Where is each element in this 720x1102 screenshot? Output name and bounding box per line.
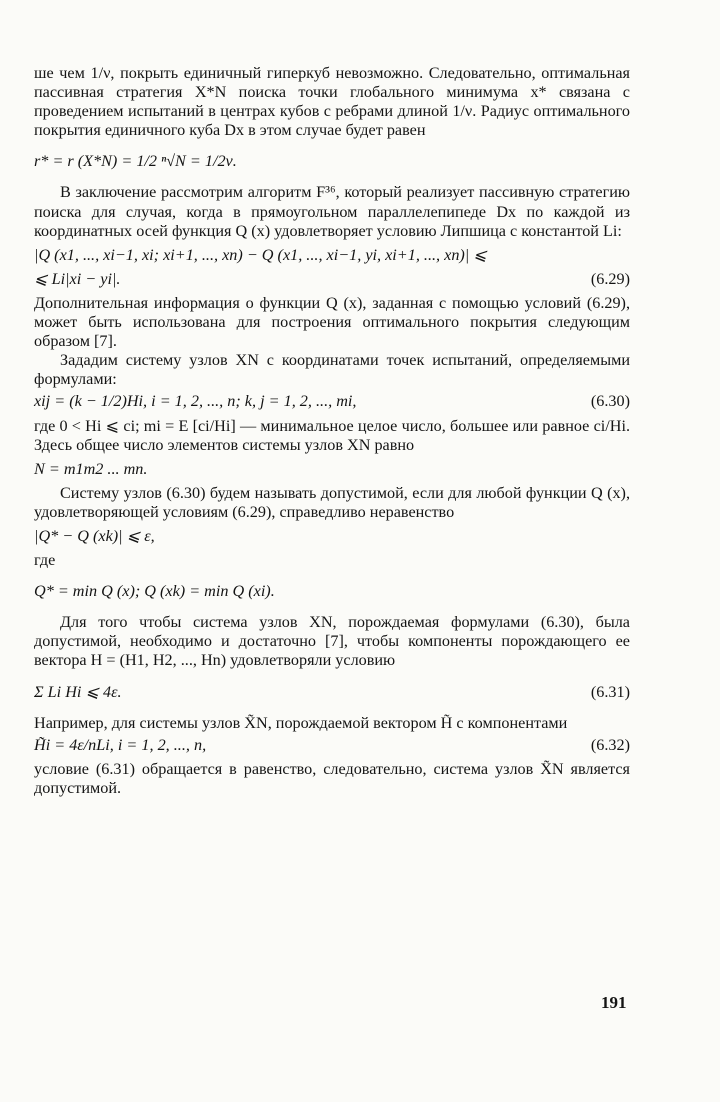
formula: |Q* − Q (xk)| ⩽ ε, — [34, 526, 155, 545]
formula-body: H̃i = 4ε/nLi, i = 1, 2, ..., n, — [34, 735, 207, 754]
paragraph: где 0 < Hi ⩽ ci; mi = E [ci/Hi] — минимальное целое число, большее или равное ci/Hi. Здесь общее число элементов системы узлов XN равно — [34, 416, 630, 454]
page-text — [34, 64, 630, 798]
equation-number: (6.32) — [590, 735, 630, 754]
paragraph: В заключение рассмотрим алгоритм F³⁶, который реализует пассивную стратегию поиска для случая, когда в прямоугольном параллелепипеде Dx по каждой из координатных осей функция Q (x) удовлетворяет условию Липшица с константой Li: — [34, 183, 630, 240]
formula-body: xij = (k − 1/2)Hi, i = 1, 2, ..., n; k, j = 1, 2, ..., mi, — [34, 392, 357, 411]
paragraph: где — [34, 551, 56, 570]
equation-number: (6.31) — [590, 682, 630, 701]
numbered-formula — [34, 683, 630, 702]
paragraph: Для того чтобы система узлов XN, порождаемая формулами (6.30), была допустимой, необходимо и достаточно [7], чтобы компоненты порождающего ее вектора H = (H1, H2, ..., Hn) удовлетворяли условию — [34, 613, 630, 670]
equation-number: (6.30) — [590, 392, 630, 411]
formula: r* = r (X*N) = 1/2 ⁿ√N = 1/2ν. — [34, 152, 237, 171]
formula: |Q (x1, ..., xi−1, xi; xi+1, ..., xn) − Q (x1, ..., xi−1, yi, xi+1, ..., xn)| ⩽ — [34, 245, 487, 264]
paragraph: Систему узлов (6.30) будем называть допустимой, если для любой функции Q (x), удовлетворяющей условиям (6.29), справедливо неравенство — [34, 483, 630, 521]
paragraph: Зададим систему узлов XN с координатами точек испытаний, определяемыми формулами: — [34, 351, 630, 389]
paragraph: Дополнительная информация о функции Q (x), заданная с помощью условий (6.29), может быть использована для построения оптимального покрытия следующим образом [7]. — [34, 293, 630, 351]
numbered-formula — [34, 270, 630, 289]
numbered-formula — [34, 392, 630, 411]
formula: N = m1m2 ... mn. — [34, 459, 148, 478]
formula-body: ⩽ Li|xi − yi|. — [34, 269, 121, 288]
equation-number: (6.29) — [590, 269, 630, 288]
paragraph: Например, для системы узлов X̃N, порождаемой вектором H̃ с компонентами — [34, 713, 568, 732]
formula: Q* = min Q (x); Q (xk) = min Q (xi). — [34, 582, 275, 601]
paragraph: ше чем 1/ν, покрыть единичный гиперкуб невозможно. Следовательно, оптимальная пассивная стратегия X*N поиска точки глобального минимума x* связана с проведением испытаний в центрах кубов с ребрами длиной 1/ν. Радиус оптимального покрытия единичного куба Dx в этом случае будет равен — [34, 64, 630, 140]
paragraph: условие (6.31) обращается в равенство, следовательно, система узлов X̃N является допустимой. — [34, 759, 630, 797]
page-number: 191 — [601, 993, 627, 1012]
numbered-formula — [34, 736, 630, 755]
formula-body: Σ Li Hi ⩽ 4ε. — [34, 682, 122, 701]
